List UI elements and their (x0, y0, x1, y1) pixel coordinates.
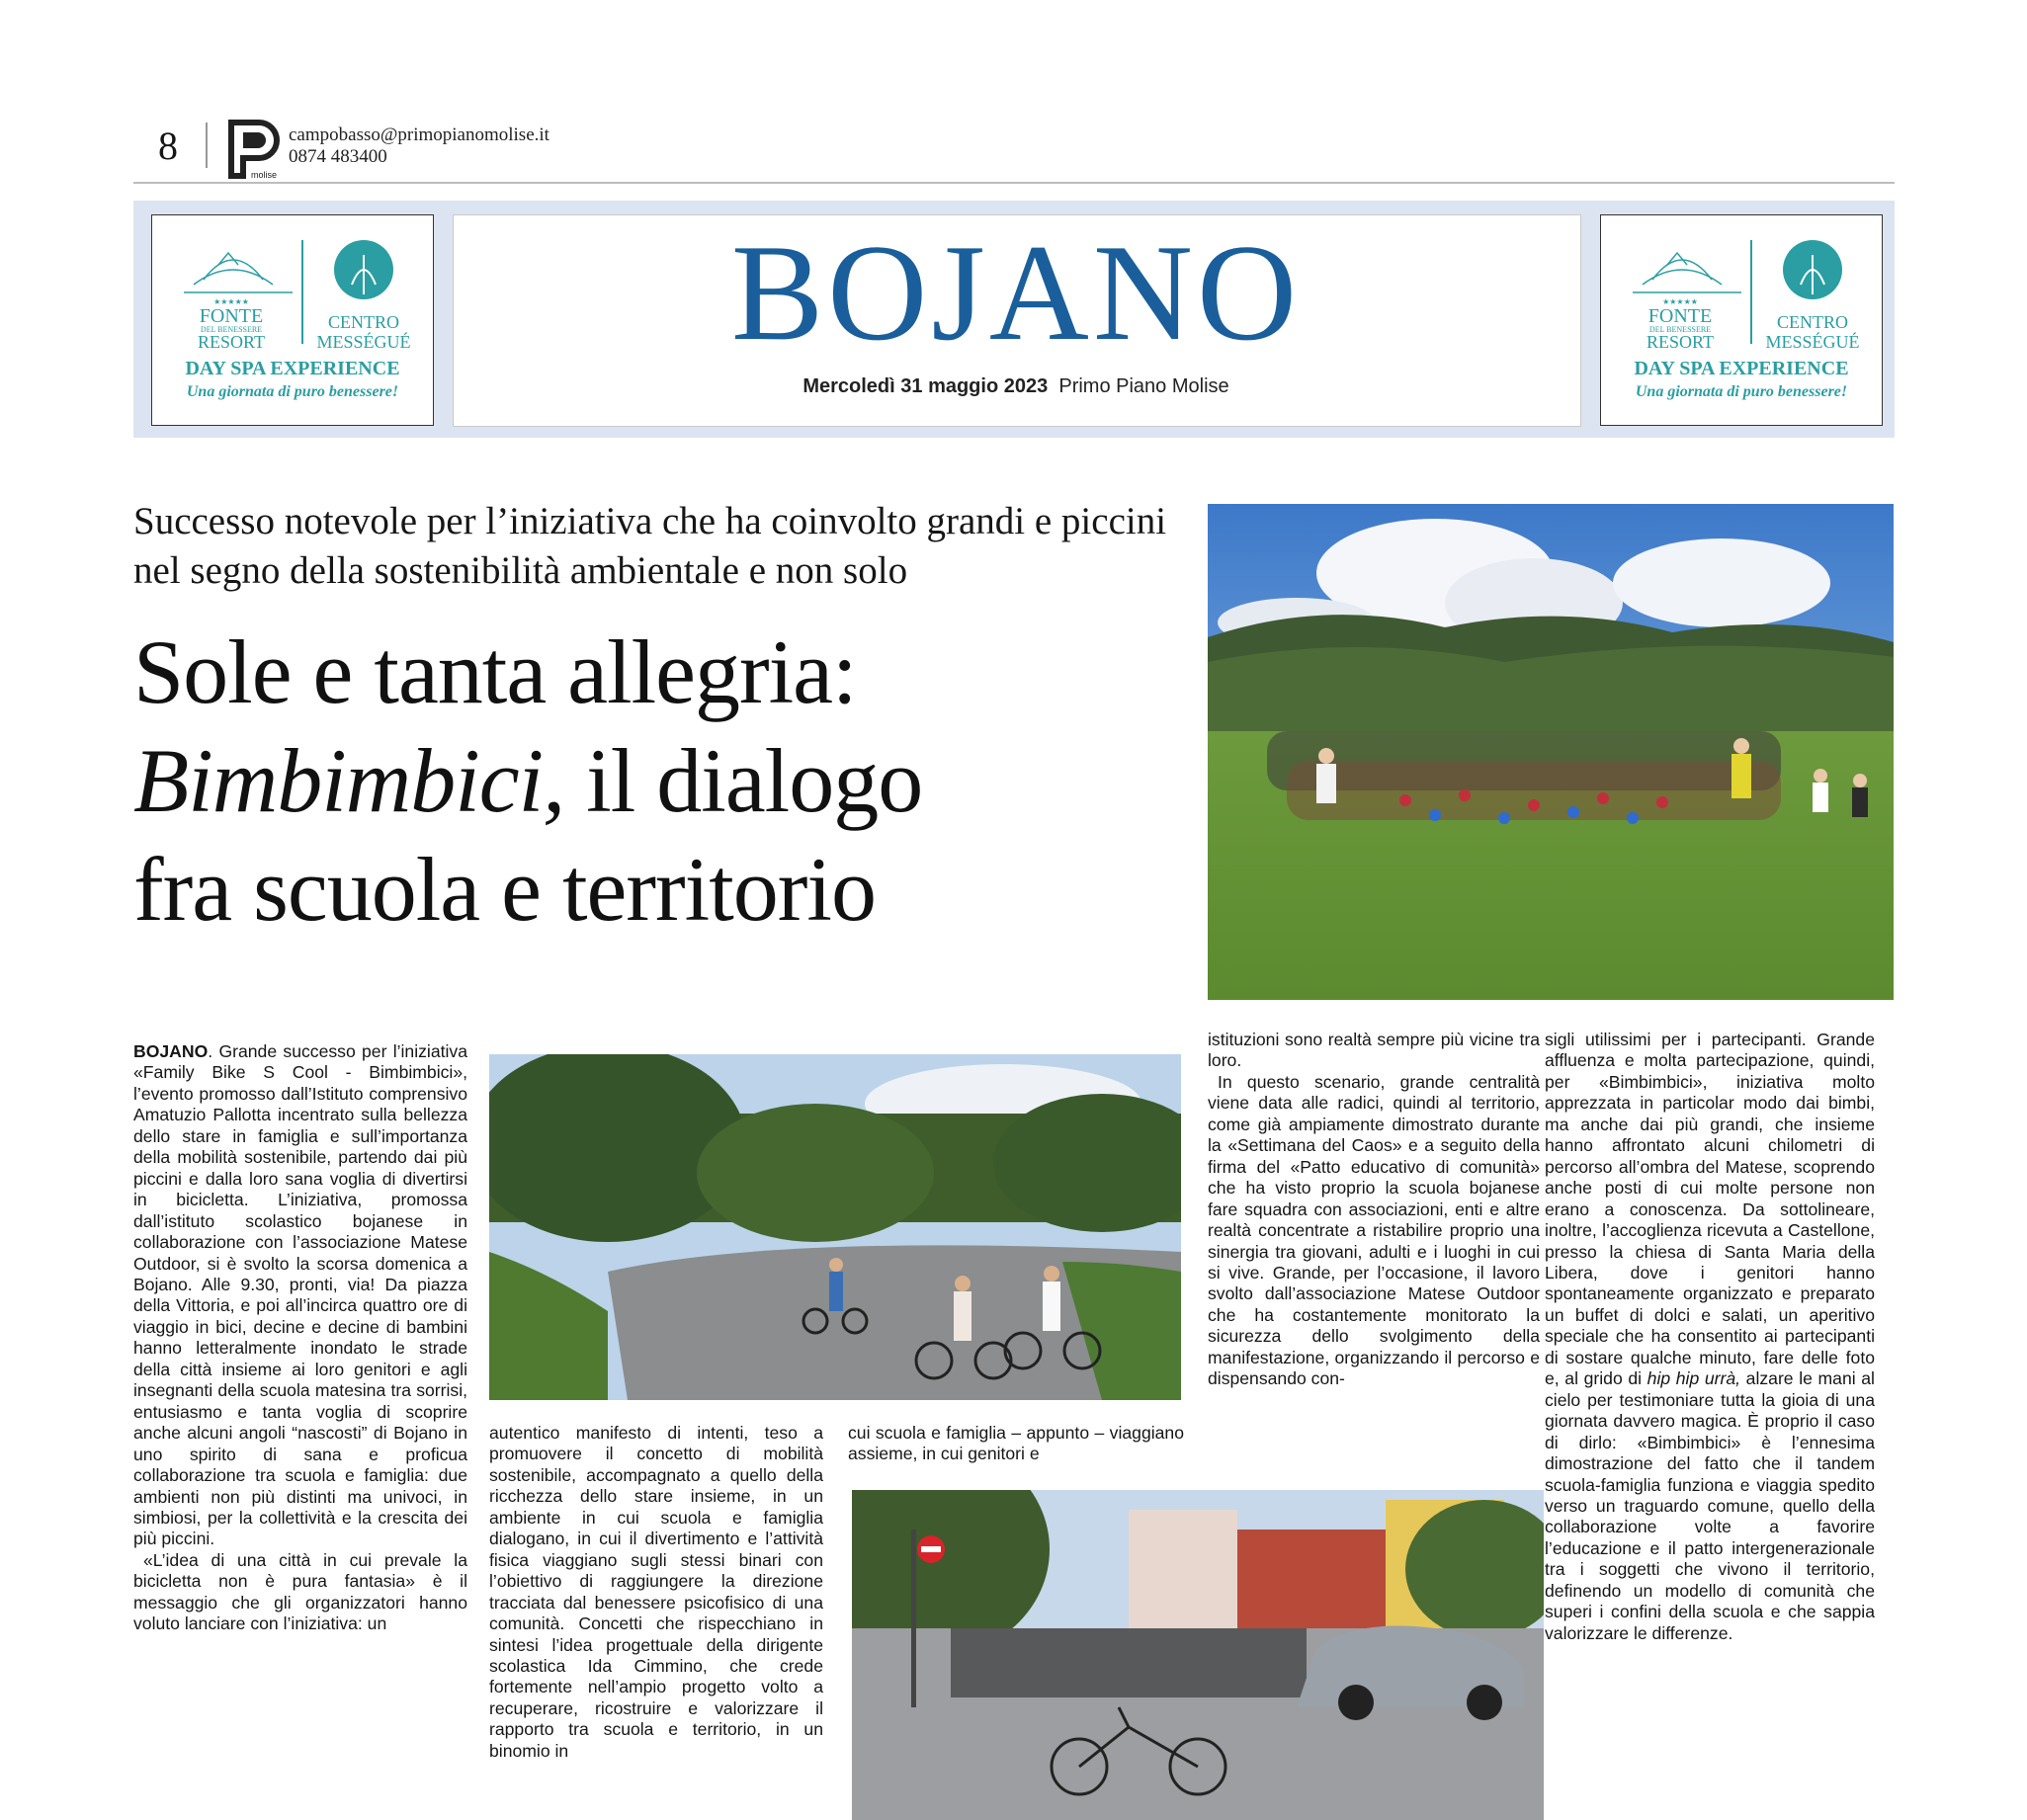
ad-brand2-a: CENTRO (328, 312, 399, 332)
article-kicker: Successo notevole per l’iniziativa che ha coinvolto grandi e piccini nel segno della sostenibilità ambientale e non solo (133, 500, 1167, 592)
article-column-1 (133, 1041, 467, 1635)
col5-text-b: alzare le mani al cielo per testimoniare tutta la gioia di una giornata davvero magica. È proprio il caso di dirlo: «Bimbimbici» è l’ennesima dimostrazione del fatto che il tandem scuola-famiglia funziona e viaggia spedito verso un traguardo comune, quello della collaborazione volte a favorire l’educazione e il patto intergenerazionale tra i soggetti che vivono il territorio, definendo un modello di comunità che superi i confini della scuola e che sappia valorizzare le differenze. (1545, 1368, 1875, 1643)
contact-phone: 0874 483400 (289, 146, 387, 167)
ad-brand1-b: DEL BENESSERE (200, 325, 263, 334)
paper-name: Primo Piano Molise (1058, 375, 1229, 397)
contact-email[interactable]: campobasso@primopianomolise.it (289, 124, 549, 145)
ad-tagline: Una giornata di puro benessere! (1635, 383, 1848, 400)
headline-line-2-rest: il dialogo (564, 730, 923, 831)
fonte-benessere-logo-icon (1613, 225, 1870, 354)
issue-date: Mercoledì 31 maggio 2023 (802, 375, 1049, 397)
fonte-benessere-logo-icon (164, 225, 421, 354)
ad-brand1-a: FONTE (1647, 305, 1713, 327)
col4-para-2: In questo scenario, grande centralità viene data alle radici, quindi al territorio, come già ampiamente dimostrato durante la «Settimana del Caos» e a seguito della firma del «Patto educativo di comunità» che ha visto proprio la scuola bojanese fare squadra con associazioni, enti e altre realtà concentrate a ristabilire proprio una sinergia tra giovani, adulti e i luoghi in cui si vive. Grande, per l’occasione, il lavoro svolto dall’associazione Matese Outdoor che ha costantemente monitorato la sicurezza dello svolgimento della manifestazione, organizzando il percorso e dispensando con- (1208, 1071, 1540, 1389)
ad-brand1-c: RESORT (198, 332, 265, 352)
ad-brand2-a: CENTRO (1777, 312, 1848, 332)
article-headline (133, 618, 1201, 944)
ad-stars: ★★★★★ (1662, 297, 1698, 306)
col1-para-1: . Grande successo per l’iniziativa «Family Bike S Cool - Bimbimbici», l’evento promosso dall’Istituto comprensivo Amatuzio Pallotta incentrato sulla bellezza dello stare in famiglia e sull’importanza della mobilità sostenibile, partendo dai più piccini e dalla loro sana voglia di divertirsi in bicicletta. L’iniziativa, promossa dall’istituto scolastico bojanese in collaborazione con l’associazione Matese Outdoor, si è svolto la scorsa domenica a Bojano. Alle 9.30, pronti, via! Da piazza della Vittoria, e poi all’incirca quattro ore di viaggio in bici, decine e decine di bambini hanno letteralmente inondato le strade della città insieme ai loro genitori e agli insegnanti della scuola matesina tra sorrisi, entusiasmo e tanta voglia di scoprire anche alcuni angoli “nascosti” di Bojano in uno spirito di sana e proficua collaborazione tra scuola e famiglia: due ambienti non più distinti ma univoci, in simbiosi, per la collettività e la crescita dei più piccini. (133, 1041, 467, 1549)
col4-para-1: istituzioni sono realtà sempre più vicine tra loro. (1208, 1030, 1540, 1071)
col1-para-2: «L’idea di una città in cui prevale la bicicletta non è pura fantasia» è il messaggio che gli organizzatori hanno voluto lanciare con l’iniziativa: un (133, 1549, 467, 1634)
logo-sub-label: molise (251, 170, 278, 180)
col5-text-a: sigli utilissimi per i partecipanti. Grande affluenza e molta partecipazione, quindi, per «Bimbimbici», iniziativa molto apprezzata in particolar modo dai bimbi, ma anche dai più grandi, che insieme hanno affrontato alcuni chilometri di percorso all’ombra del Matese, scoprendo anche posti di cui molte persone non erano a conoscenza. Da sottolineare, inoltre, l’accoglienza ricevuta a Castellone, presso la chiesa di Santa Maria della Libera, dove i genitori hanno spontaneamente organizzato e preparato un buffet di dolci e salati, un aperitivo speciale che ha consentito ai partecipanti di sostare qualche minuto, fare delle foto e, al grido di (1545, 1030, 1875, 1389)
header-divider (206, 123, 208, 168)
ad-brand1-c: RESORT (1647, 332, 1714, 352)
ad-headline: DAY SPA EXPERIENCE (185, 358, 400, 379)
spa-ad-right[interactable] (1600, 214, 1883, 426)
spa-ad-left[interactable] (151, 214, 434, 426)
group-photo (1208, 504, 1894, 1000)
headline-italic: Bimbimbici, (133, 730, 565, 831)
article-dateline-lead: BOJANO (133, 1041, 209, 1061)
article-column-4 (1208, 1030, 1540, 1390)
ad-brand1-b: DEL BENESSERE (1648, 325, 1712, 334)
ad-brand2-b: MESSÉGUÉ (1765, 332, 1860, 352)
ad-headline: DAY SPA EXPERIENCE (1634, 358, 1849, 379)
headline-line-3: fra scuola e territorio (133, 839, 876, 940)
section-title: BOJANO (730, 216, 1302, 370)
primo-piano-logo-icon (225, 119, 283, 180)
ad-brand2-b: MESSÉGUÉ (316, 332, 411, 352)
ad-stars: ★★★★★ (213, 297, 249, 306)
article-column-3 (848, 1423, 1184, 1465)
col5-italic-cheer: hip hip urrà, (1647, 1368, 1741, 1389)
town-square-cyclists-photo (852, 1490, 1544, 1820)
ad-brand1-a: FONTE (199, 305, 264, 327)
page-number: 8 (158, 124, 178, 168)
article-column-2 (489, 1423, 823, 1762)
headline-line-1: Sole e tanta allegria: (133, 621, 857, 722)
col3-para-1: cui scuola e famiglia – appunto – viaggiano assieme, in cui genitori e (848, 1423, 1184, 1464)
col2-para-1: autentico manifesto di intenti, teso a promuovere il concetto di mobilità sostenibile, accompagnato a quello della ricchezza dello stare insieme, in un ambiente in cui scuola e famiglia dialogano, in cui il divertimento e l’attività fisica viaggiano sugli stessi binari con l’obiettivo di raggiungere la direzione tracciata dal benessere psicofisico di una comunità. Concetti che rispecchiano in sintesi l’idea progettuale della dirigente scolastica Ida Cimmino, che crede fortemente nell’ampio progetto volto a recuperare, ricostruire e valorizzare il rapporto tra scuola e territorio, in un binomio in (489, 1423, 823, 1761)
headline-line-2 (133, 726, 1201, 835)
contact-block (289, 124, 549, 168)
dateline (453, 375, 1579, 398)
article-column-5 (1545, 1030, 1875, 1644)
cyclists-road-photo (489, 1054, 1181, 1400)
header-rule (133, 182, 1895, 184)
ad-tagline: Una giornata di puro benessere! (186, 383, 399, 400)
